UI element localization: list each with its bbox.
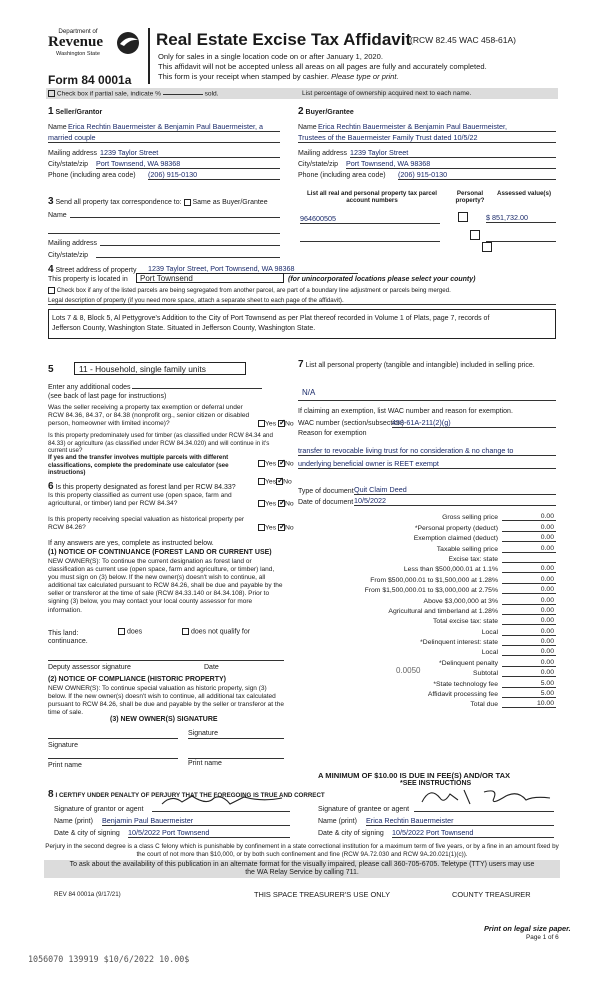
tax-row-label: Excise tax: state xyxy=(448,555,498,563)
page-title: Real Estate Excise Tax Affidavit xyxy=(156,30,412,49)
tax-row-value[interactable]: 0.00 xyxy=(502,617,556,625)
list-pct: List percentage of ownership acquired next to each name. xyxy=(302,90,472,97)
tax-row xyxy=(298,542,556,552)
buyer-phone[interactable]: (206) 915-0130 xyxy=(398,170,556,180)
rev-number: REV 84 0001a (9/17/21) xyxy=(54,891,121,898)
tax-row-label: Local xyxy=(481,628,498,636)
document-date[interactable]: 10/5/2022 xyxy=(354,496,556,506)
header-note1: Only for sales in a single location code on or after January 1, 2020. xyxy=(158,52,383,61)
tax-row-label: Taxable selling price xyxy=(436,545,498,553)
s6-q2-yes[interactable] xyxy=(258,500,265,507)
swoosh-icon xyxy=(112,30,144,56)
tax-row-label: *Delinquent interest: state xyxy=(420,639,498,647)
tax-row xyxy=(298,594,556,604)
exemption-reason-1[interactable]: transfer to revocable living trust for no consideration & no change to xyxy=(298,446,556,456)
tax-row-value[interactable]: 0.00 xyxy=(502,607,556,615)
seller-heading: Seller/Grantor xyxy=(55,109,103,116)
grantor-signature-scribble xyxy=(152,792,290,808)
tax-row-value[interactable]: 0.00 xyxy=(502,586,556,594)
dept-name: Revenue xyxy=(48,34,103,50)
tax-row-label: Less than $500,000.01 at 1.1% xyxy=(403,566,498,574)
form-number: Form 84 0001a xyxy=(48,73,132,87)
tax-row xyxy=(298,584,556,594)
q2-no-checkbox[interactable] xyxy=(278,460,285,467)
tax-row xyxy=(298,625,556,635)
correspondence-mailing[interactable] xyxy=(100,238,280,246)
tax-row xyxy=(298,698,556,708)
tax-row-label: Total due xyxy=(470,701,498,709)
tax-row-value[interactable]: 5.00 xyxy=(502,690,556,698)
tax-row-label: Gross selling price xyxy=(442,514,498,522)
legal-paper-note: Print on legal size paper. xyxy=(484,924,571,933)
correspondence-name[interactable] xyxy=(70,210,280,218)
tax-row xyxy=(298,605,556,615)
tax-row-value[interactable]: 0.00 xyxy=(502,524,556,532)
buyer-name-2[interactable]: Trustees of the Bauermeister Family Trust dated 10/5/22 xyxy=(298,133,556,143)
county-treasurer: COUNTY TREASURER xyxy=(452,890,531,899)
personal-property-checkbox-3[interactable] xyxy=(482,242,492,252)
seller-name-1[interactable]: Erica Rechtin Bauermeister & Benjamin Paul Bauermeister, a xyxy=(68,122,280,132)
tax-row xyxy=(298,656,556,666)
wac-number[interactable]: 458-61A-211(2)(g) xyxy=(392,418,556,428)
tax-row-value[interactable]: 0.00 xyxy=(502,576,556,584)
tax-row xyxy=(298,563,556,573)
perjury-notice: Perjury in the second degree is a class C felony which is punishable by confinement in a state correctional institution for a maximum term of five years, or by a fine in an amount fixed by the court of not more than $10,000, or by both such confinement and fine (RCW 9A.72.030 and RCW 9A.20.021(1)(c)). xyxy=(45,843,559,858)
dept-line1: Department of xyxy=(58,28,98,35)
tax-row-value[interactable]: 0.00 xyxy=(502,638,556,646)
parcel-number-1[interactable]: 964600505 xyxy=(300,214,440,224)
tax-row-label: Above $3,000,000 at 3% xyxy=(423,597,498,605)
personal-property-checkbox-1[interactable] xyxy=(458,212,468,222)
document-type[interactable]: Quit Claim Deed xyxy=(354,485,556,495)
s6-q3-yes[interactable] xyxy=(258,524,265,531)
tax-row-value[interactable]: 0.00 xyxy=(502,597,556,605)
s6-q1-yes[interactable] xyxy=(258,478,265,485)
tax-row xyxy=(298,573,556,583)
cashier-stamp: 1056070 139919 $10/6/2022 10.00$ xyxy=(28,954,190,964)
parcel-col-header: List all real and personal property tax parcel account numbers xyxy=(307,190,437,204)
tax-row xyxy=(298,646,556,656)
tax-row-label: From $1,500,000.01 to $3,000,000 at 2.75% xyxy=(364,587,498,595)
s6-q3-no[interactable] xyxy=(278,524,285,531)
buyer-heading: Buyer/Grantee xyxy=(305,109,354,116)
tax-row xyxy=(298,636,556,646)
tax-row-label: *Delinquent penalty xyxy=(439,659,498,667)
tax-row-value[interactable]: 0.00 xyxy=(502,669,556,677)
tax-row-value[interactable]: 0.00 xyxy=(502,513,556,521)
grantor-print-name[interactable]: Benjamin Paul Bauermeister xyxy=(102,816,290,826)
tax-row xyxy=(298,532,556,542)
tax-row-value[interactable]: 0.00 xyxy=(502,565,556,573)
new-owner-signature-1[interactable] xyxy=(48,738,178,739)
grantee-signature-scribble xyxy=(414,786,554,808)
q1-yes-checkbox[interactable] xyxy=(258,420,265,427)
buyer-name-1[interactable]: Erica Rechtin Bauermeister & Benjamin Paul Bauermeister, xyxy=(318,122,556,132)
segregate-checkbox[interactable] xyxy=(48,287,55,294)
segregate-row: Check box if any of the listed parcels are being segregated from another parcel, are part of a boundary line adjustment or parcels being merged. xyxy=(48,287,451,294)
minimum-notice: A MINIMUM OF $10.00 IS DUE IN FEE(S) AND/OR TAX xyxy=(318,771,511,780)
tax-row xyxy=(298,677,556,687)
s6-q3-answer: Yes ✓ No xyxy=(258,524,294,531)
rcw-ref: (RCW 82.45 WAC 458-61A) xyxy=(410,35,516,45)
tax-row-value[interactable]: 0.00 xyxy=(502,659,556,667)
seller-name-2[interactable]: married couple xyxy=(48,133,280,143)
tax-row-label: Local xyxy=(481,649,498,657)
grantee-date-city[interactable]: 10/5/2022 Port Townsend xyxy=(392,828,554,838)
q1-answer: Yes ✓ No xyxy=(258,420,294,427)
treasurer-use: THIS SPACE TREASURER'S USE ONLY xyxy=(254,890,391,899)
seller-city[interactable]: Port Townsend, WA 98368 xyxy=(96,159,280,169)
land-use-select[interactable]: 11 - Household, single family units xyxy=(74,362,246,375)
s6-q1-no[interactable] xyxy=(276,478,283,485)
dept-state: Washington State xyxy=(56,51,100,57)
personal-property-checkbox-2[interactable] xyxy=(470,230,480,240)
tax-row-value[interactable]: 0.00 xyxy=(502,545,556,553)
personal-property-list[interactable]: N/A xyxy=(302,388,316,397)
tax-row-value[interactable]: 0.00 xyxy=(502,628,556,636)
property-street[interactable]: 1239 Taylor Street, Port Townsend, WA 98368 xyxy=(148,264,358,274)
land-does-not-checkbox[interactable] xyxy=(182,628,189,635)
tax-row-label: Agricultural and timberland at 1.28% xyxy=(388,607,498,615)
new-owner-signature-2[interactable] xyxy=(188,738,284,739)
grantee-print-name[interactable]: Erica Rechtin Bauermeister xyxy=(366,816,554,826)
s6-q2-answer: Yes ✓ No xyxy=(258,500,294,507)
legal-description[interactable]: Lots 7 & 8, Block 5, Al Pettygrove's Addition to the City of Port Townsend as per Plat thereof recorded in Volume 1 of Plats, page 7, records of Jefferson County, Washington State. Situated in Jefferson County, Washington State. xyxy=(48,309,556,339)
assessed-value-1[interactable]: $ 851,732.00 xyxy=(486,213,556,223)
page-number: Page 1 of 6 xyxy=(526,934,559,941)
seller-mailing[interactable]: 1239 Taylor Street xyxy=(100,148,280,158)
tax-row-label: Subtotal xyxy=(473,670,498,678)
tax-row-label: From $500,000.01 to $1,500,000 at 1.28% xyxy=(370,576,498,584)
tax-row-value[interactable] xyxy=(502,562,556,563)
q1-no-checkbox[interactable] xyxy=(278,420,285,427)
grantor-date-city[interactable]: 10/5/2022 Port Townsend xyxy=(128,828,290,838)
tax-row-value[interactable]: 0.00 xyxy=(502,534,556,542)
tax-row-value[interactable]: 10.00 xyxy=(502,700,556,708)
buyer-mailing[interactable]: 1239 Taylor Street xyxy=(350,148,556,158)
tax-row-label: Exemption claimed (deduct) xyxy=(413,535,498,543)
s6-q2-no[interactable] xyxy=(278,500,285,507)
correspondence-city[interactable] xyxy=(96,250,280,258)
header-note3: This form is your receipt when stamped by cashier. Please type or print. xyxy=(158,72,399,81)
exemption-reason-2[interactable]: underlying beneficial owner is REET exempt xyxy=(298,459,556,469)
tax-row xyxy=(298,553,556,563)
land-does-checkbox[interactable] xyxy=(118,628,125,635)
q2-answer: Yes ✓ No xyxy=(258,460,294,467)
s6-q1-answer: Yes✓ No xyxy=(258,478,292,485)
q2-yes-checkbox[interactable] xyxy=(258,460,265,467)
certify-statement: I CERTIFY UNDER PENALTY OF PERJURY THAT THE FOREGOING IS TRUE AND CORRECT xyxy=(55,792,325,799)
tax-row xyxy=(298,688,556,698)
location-select[interactable]: Port Townsend xyxy=(136,273,284,283)
tax-row-label: *Personal property (deduct) xyxy=(414,524,498,532)
local-rate: 0.0050 xyxy=(396,666,421,675)
tax-row-label: *State technology fee xyxy=(433,680,498,688)
buyer-city[interactable]: Port Townsend, WA 98368 xyxy=(346,159,556,169)
grantor-signature[interactable] xyxy=(152,800,290,812)
partial-sale: Check box if partial sale, indicate % sold. xyxy=(48,90,219,97)
tax-row xyxy=(298,511,556,521)
header-note2: This affidavit will not be accepted unless all areas on all pages are fully and accurately completed. xyxy=(158,62,487,71)
tax-row xyxy=(298,667,556,677)
tax-row-value[interactable]: 0.00 xyxy=(502,648,556,656)
tax-row xyxy=(298,521,556,531)
tax-row-value[interactable]: 5.00 xyxy=(502,680,556,688)
grantee-signature[interactable] xyxy=(414,800,554,812)
tax-table xyxy=(298,511,556,708)
same-as-buyer-checkbox[interactable] xyxy=(184,199,191,206)
seller-phone[interactable]: (206) 915-0130 xyxy=(148,170,280,180)
tax-row-label: Total excise tax: state xyxy=(433,618,498,626)
alt-format-notice: To ask about the availability of this publication in an alternate format for the visually impaired, please call 360-705-6705. Teletype (TTY) users may use the WA Relay Service by calling 711. xyxy=(44,860,560,878)
partial-sale-checkbox[interactable] xyxy=(48,90,55,97)
tax-row xyxy=(298,615,556,625)
tax-row-label: Affidavit processing fee xyxy=(427,691,498,699)
